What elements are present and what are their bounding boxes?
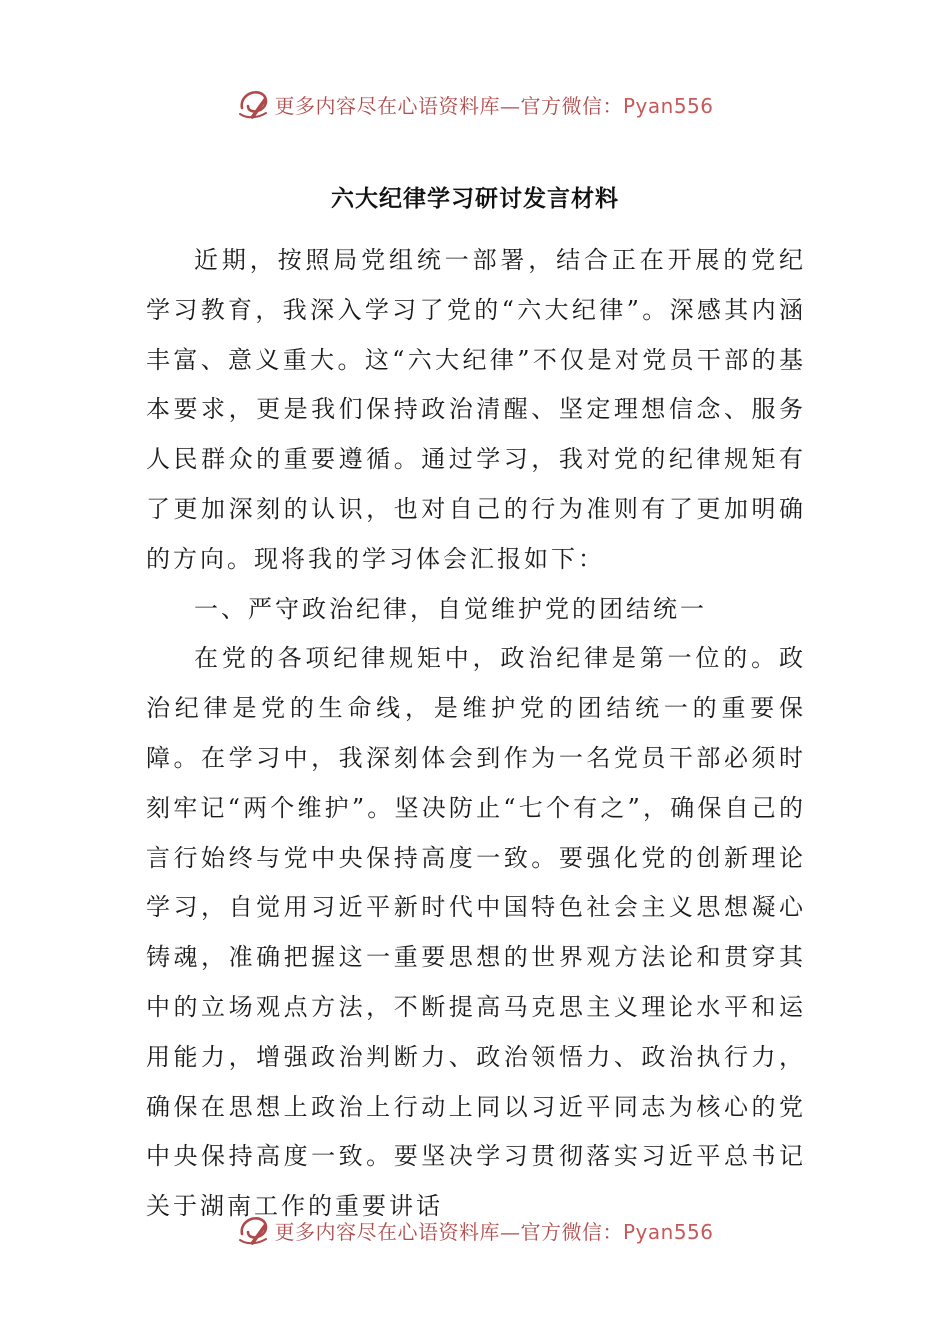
watermark-header	[0, 84, 950, 124]
document-body	[146, 236, 806, 1232]
watermark-site: 更多内容尽在心语资料库	[274, 1219, 500, 1244]
watermark-contact-id: Pyan556	[622, 1219, 714, 1244]
section-heading: 一、严守政治纪律，自觉维护党的团结统一	[194, 594, 707, 623]
watermark-text	[274, 90, 713, 119]
watermark-contact-label: 官方微信：	[520, 93, 623, 118]
document-title: 六大纪律学习研讨发言材料	[331, 186, 619, 212]
watermark-separator: —	[499, 93, 521, 118]
watermark-contact-label: 官方微信：	[520, 1219, 623, 1244]
paragraph-intro: 近期，按照局党组统一部署，结合正在开展的党纪学习教育，我深入学习了党的“六大纪律”。深感其内涵丰富、意义重大。这“六大纪律”不仅是对党员干部的基本要求，更是我们保持政治清醒、坚定理想信念、服务人民群众的重要遵循。通过学习，我对党的纪律规矩有了更加深刻的认识，也对自己的行为准则有了更加明确的方向。现将我的学习体会汇报如下：	[146, 246, 806, 573]
watermark-site: 更多内容尽在心语资料库	[274, 93, 500, 118]
watermark-separator: —	[499, 1219, 521, 1244]
paragraph-political-discipline: 在党的各项纪律规矩中，政治纪律是第一位的。政治纪律是党的生命线，是维护党的团结统一的重要保障。在学习中，我深刻体会到作为一名党员干部必须时刻牢记“两个维护”。坚决防止“七个有之”，确保自己的言行始终与党中央保持高度一致。要强化党的创新理论学习，自觉用习近平新时代中国特色社会主义思想凝心铸魂，准确把握这一重要思想的世界观方法论和贯穿其中的立场观点方法，不断提高马克思主义理论水平和运用能力，增强政治判断力、政治领悟力、政治执行力，确保在思想上政治上行动上同以习近平同志为核心的党中央保持高度一致。要坚决学习贯彻落实习近平总书记关于湖南工作的重要讲话	[146, 644, 806, 1221]
watermark-contact-id: Pyan556	[622, 93, 714, 118]
watermark-text	[274, 1216, 713, 1245]
pen-swirl-icon	[236, 86, 272, 122]
pen-swirl-icon	[236, 1212, 272, 1248]
watermark-footer	[0, 1210, 950, 1250]
